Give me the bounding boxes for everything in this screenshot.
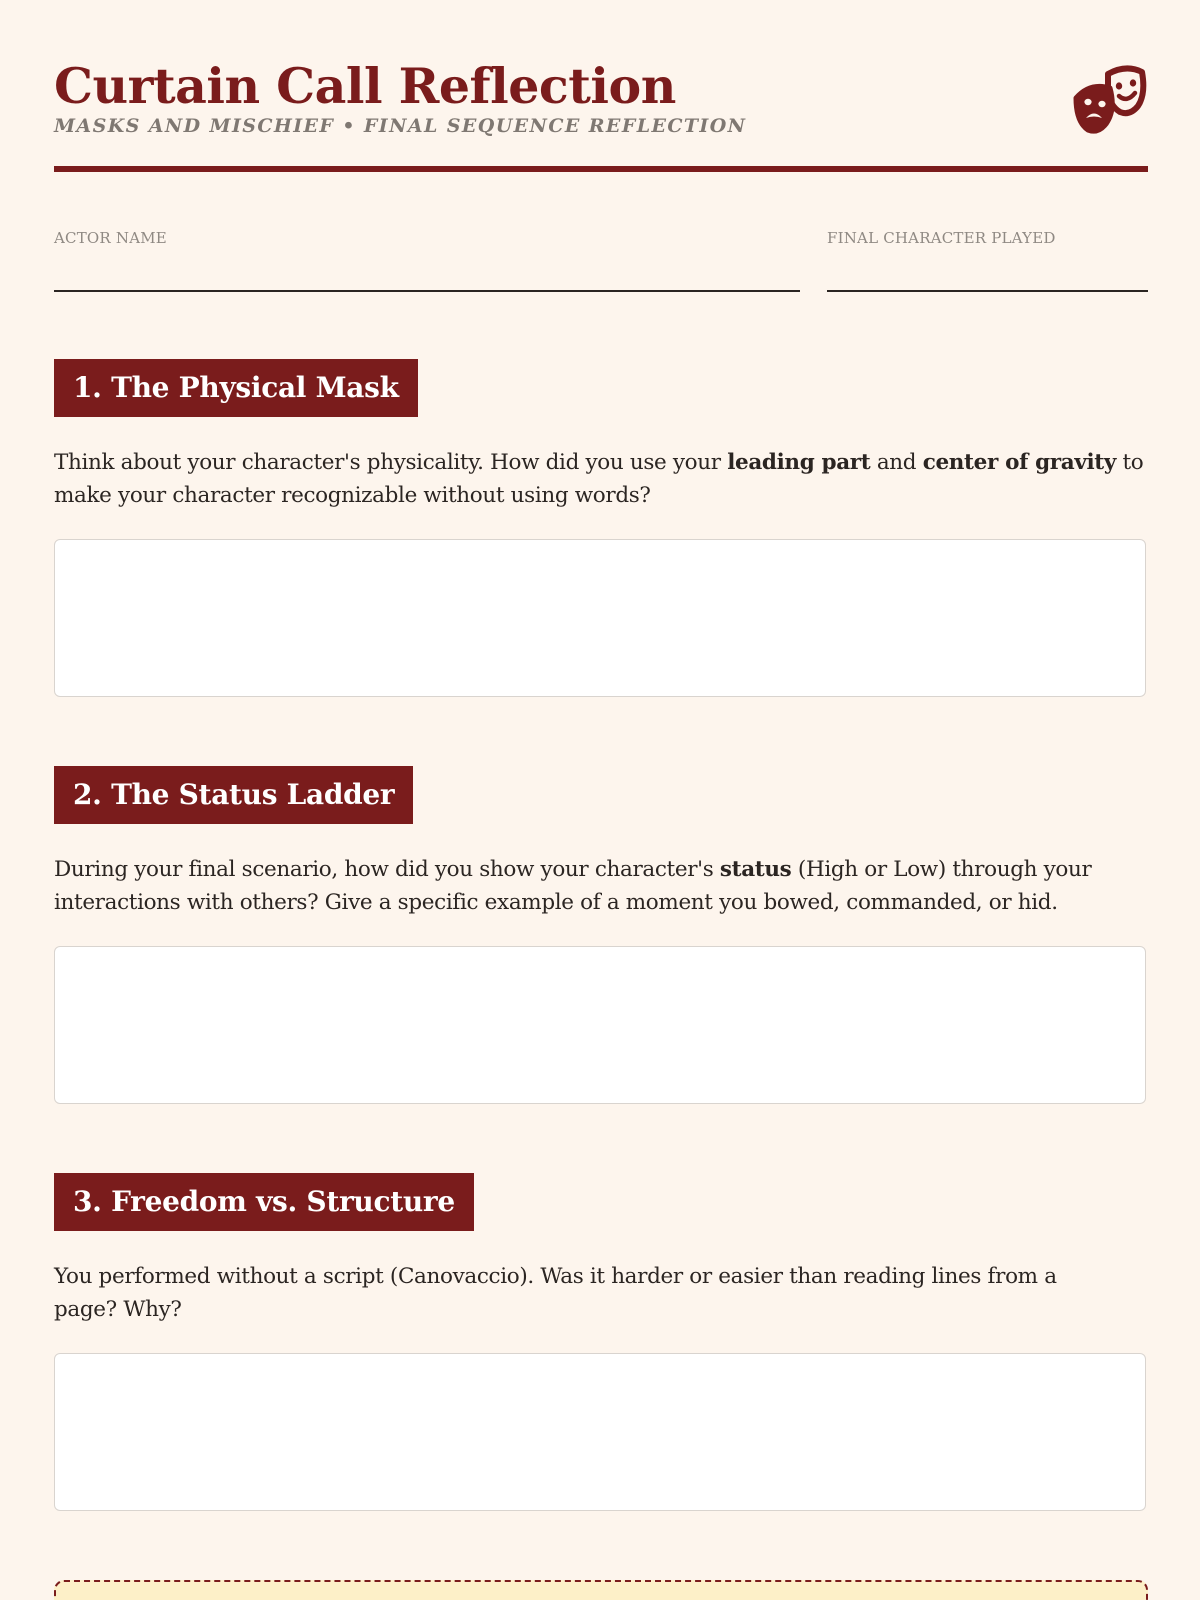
answer-box-status-ladder[interactable]: [54, 946, 1146, 1104]
answer-box-freedom-structure[interactable]: [54, 1353, 1146, 1511]
section-prompt-physical-mask: Think about your character's physicality. How did you use your leading part and center of gravity to make your character recognizable without using words?: [54, 450, 1144, 508]
final-character-label: FINAL CHARACTER PLAYED: [827, 229, 1056, 247]
highlight-box: [54, 1580, 1148, 1600]
theater-masks-icon: [1072, 62, 1148, 138]
reflection-worksheet: [54, 0, 1148, 1600]
answer-box-physical-mask[interactable]: [54, 539, 1146, 697]
header-divider: [54, 166, 1148, 172]
page-subtitle: MASKS AND MISCHIEF • FINAL SEQUENCE REFLECTION: [54, 115, 747, 137]
section-prompt-status-ladder: During your final scenario, how did you show your character's status (High or Low) through your interactions with others? Give a specific example of a moment you bowed, commanded, or hid.: [54, 857, 1092, 915]
final-character-field[interactable]: [827, 290, 1148, 292]
actor-name-field[interactable]: [54, 290, 800, 292]
section-prompt-freedom-structure: You performed without a script (Canovaccio). Was it harder or easier than reading lines from a page? Why?: [54, 1264, 1057, 1322]
worksheet-header: [54, 56, 1148, 174]
section-heading-status-ladder: 2. The Status Ladder: [54, 766, 413, 824]
section-heading-physical-mask: 1. The Physical Mask: [54, 359, 418, 417]
page-title: Curtain Call Reflection: [54, 57, 676, 115]
section-heading-freedom-structure: 3. Freedom vs. Structure: [54, 1173, 474, 1231]
actor-name-label: ACTOR NAME: [54, 229, 167, 247]
